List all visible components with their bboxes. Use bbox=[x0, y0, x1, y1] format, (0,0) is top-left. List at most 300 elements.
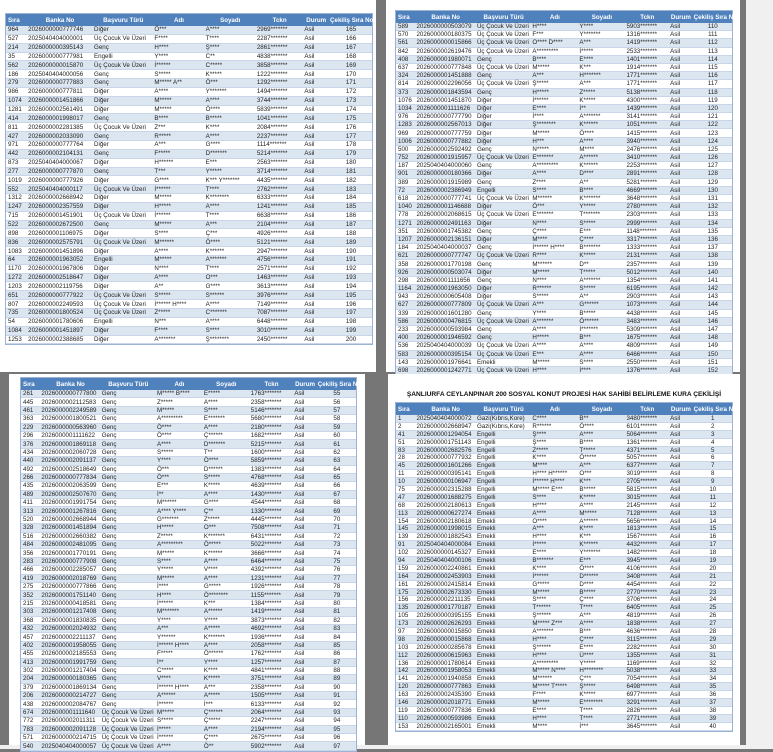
cell-durum: Asil bbox=[294, 465, 305, 473]
cell-adi: E*** bbox=[532, 350, 544, 358]
cell-cekilis-sira-no: 176 bbox=[345, 123, 357, 131]
cell-sira: 266 bbox=[23, 474, 34, 482]
cell-soyadi: İ*** bbox=[203, 700, 213, 708]
table-row bbox=[396, 195, 732, 203]
cell-durum: Asil bbox=[304, 167, 315, 175]
table-row bbox=[396, 454, 732, 462]
cell-banka-no: 2026000000777866 bbox=[41, 583, 97, 591]
table-row bbox=[21, 709, 356, 717]
table-row bbox=[21, 499, 356, 507]
cell-sira: 1040 bbox=[398, 203, 412, 211]
cell-sira: 2 bbox=[398, 422, 402, 430]
table-row bbox=[21, 591, 356, 599]
cell-banka-no: 2026000002415814 bbox=[416, 580, 472, 588]
cell-cekilis-sira-no: 4 bbox=[711, 438, 715, 446]
cell-tckn: 2563******* bbox=[256, 159, 288, 167]
cell-cekilis-sira-no: 138 bbox=[707, 252, 718, 260]
cell-basvuru-turu: Engelli bbox=[94, 52, 113, 60]
cell-adi: A**** Y**** bbox=[156, 507, 187, 515]
cell-banka-no: 2026000001915989 bbox=[416, 178, 472, 186]
cell-cekilis-sira-no: 146 bbox=[707, 317, 718, 325]
table-row bbox=[6, 212, 372, 221]
cell-banka-no: 2026000000015850 bbox=[416, 628, 472, 635]
cell-soyadi: Ç***** bbox=[203, 717, 221, 725]
cell-durum: Asil bbox=[670, 260, 681, 268]
column-header-soyadi: Soyadı bbox=[591, 405, 613, 413]
cell-sira: 41 bbox=[398, 430, 405, 438]
cell-tckn: 4639******* bbox=[250, 482, 282, 490]
cell-sira: 435 bbox=[23, 482, 34, 490]
cell-tckn: 3115******* bbox=[626, 635, 657, 643]
cell-durum: Asil bbox=[294, 725, 305, 733]
cell-banka-no: 2026000001976641 bbox=[416, 358, 472, 366]
column-header-tckn: Tckn bbox=[640, 13, 655, 21]
cell-adi: A*** bbox=[532, 525, 544, 533]
cell-adi: B**** bbox=[532, 55, 547, 63]
cell-cekilis-sira-no: 119 bbox=[707, 96, 718, 104]
cell-basvuru-turu: Genç bbox=[94, 150, 109, 158]
cell-soyadi: K***** bbox=[203, 482, 221, 490]
table-row bbox=[6, 282, 372, 291]
cell-basvuru-turu: Emekli bbox=[476, 509, 496, 517]
cell-sira: 98 bbox=[398, 635, 405, 643]
cell-sira: 1006 bbox=[398, 137, 412, 145]
table-row bbox=[6, 79, 372, 88]
cell-sira: 161 bbox=[398, 580, 409, 588]
cell-adi: M****** bbox=[154, 238, 174, 246]
cell-cekilis-sira-no: 65 bbox=[333, 474, 341, 482]
cell-cekilis-sira-no: 90 bbox=[333, 683, 341, 691]
cell-tckn: 6333******* bbox=[256, 194, 288, 202]
cell-adi: İ****** H**** bbox=[156, 683, 189, 691]
cell-tckn: 1384******* bbox=[250, 599, 282, 607]
cell-tckn: 2282******* bbox=[626, 643, 658, 651]
cell-basvuru-turu: Genç bbox=[94, 132, 109, 140]
cell-cekilis-sira-no: 140 bbox=[707, 268, 718, 276]
cell-adi: N**** bbox=[532, 219, 547, 227]
cell-banka-no: 2026000001451896 bbox=[28, 247, 84, 255]
cell-adi: Y**** bbox=[156, 457, 171, 465]
cell-adi: A**** bbox=[154, 247, 169, 255]
cell-cekilis-sira-no: 57 bbox=[333, 406, 341, 414]
table-row bbox=[6, 238, 372, 247]
cell-tckn: 2287******* bbox=[256, 35, 288, 43]
cell-adi: A******* bbox=[532, 317, 554, 325]
column-header-durum: Durum bbox=[670, 405, 691, 413]
cell-basvuru-turu: Engelli bbox=[476, 478, 496, 486]
cell-cekilis-sira-no: 63 bbox=[333, 457, 341, 465]
cell-adi: E**** bbox=[532, 549, 547, 557]
cell-basvuru-turu: Genç bbox=[101, 667, 117, 675]
table-row bbox=[396, 326, 732, 334]
cell-cekilis-sira-no: 29 bbox=[709, 635, 717, 643]
cell-cekilis-sira-no: 96 bbox=[333, 734, 341, 742]
cell-durum: Asil bbox=[294, 566, 305, 574]
cell-banka-no: 2026000001601280 bbox=[416, 309, 472, 317]
cell-banka-no: 2026000000395141 bbox=[416, 470, 472, 478]
cell-adi: M***** bbox=[156, 709, 175, 717]
cell-durum: Asil bbox=[294, 457, 305, 465]
cell-basvuru-turu: Genç bbox=[101, 658, 117, 666]
cell-cekilis-sira-no: 124 bbox=[707, 137, 718, 145]
cell-soyadi: K*** Y******* bbox=[205, 176, 240, 184]
column-header-sira: Sıra bbox=[398, 405, 410, 413]
table-row bbox=[396, 699, 732, 707]
cell-soyadi: T***** bbox=[579, 446, 596, 454]
cell-sira: 45 bbox=[398, 462, 405, 470]
cell-adi: H**** H****** bbox=[532, 470, 568, 478]
cell-soyadi: T**** bbox=[205, 185, 220, 193]
cell-durum: Asil bbox=[294, 650, 305, 658]
cell-tckn: 2705******* bbox=[626, 478, 658, 486]
table-row bbox=[396, 628, 732, 636]
cell-basvuru-turu: Genç bbox=[101, 398, 117, 406]
table-row bbox=[396, 715, 732, 723]
table-row bbox=[396, 285, 732, 293]
cell-sira: 489 bbox=[23, 490, 34, 498]
table-row bbox=[396, 494, 732, 502]
cell-tckn: 1763******* bbox=[250, 390, 282, 398]
cell-cekilis-sira-no: 10 bbox=[709, 485, 717, 493]
cell-basvuru-turu: Genç bbox=[476, 227, 492, 235]
cell-cekilis-sira-no: 28 bbox=[709, 628, 717, 635]
cell-sira: 457 bbox=[23, 633, 34, 641]
cell-soyadi: T**** bbox=[579, 714, 593, 722]
cell-adi: A**** bbox=[532, 326, 547, 334]
cell-basvuru-turu: Diğer bbox=[94, 327, 109, 335]
cell-soyadi: A**** bbox=[579, 501, 594, 509]
cell-cekilis-sira-no: 195 bbox=[345, 291, 357, 299]
cell-banka-no: 2026000001963050 bbox=[416, 285, 472, 293]
cell-cekilis-sira-no: 189 bbox=[345, 238, 357, 246]
cell-tckn: 5309******* bbox=[626, 326, 658, 334]
cell-durum: Asil bbox=[670, 293, 681, 301]
cell-basvuru-turu: Genç bbox=[101, 608, 117, 616]
cell-tckn: 3483******* bbox=[626, 317, 658, 325]
cell-banka-no: 2026000002357559 bbox=[28, 203, 84, 211]
cell-sira: 184 bbox=[398, 244, 409, 252]
cell-tckn: 2550******* bbox=[626, 358, 658, 366]
table-row bbox=[6, 247, 372, 256]
cell-adi: Ç**** bbox=[532, 227, 547, 235]
cell-tckn: 6405******* bbox=[626, 604, 658, 612]
cell-sira: 414 bbox=[8, 114, 19, 122]
table-row bbox=[396, 105, 732, 113]
cell-sira: 492 bbox=[23, 465, 34, 473]
cell-soyadi: K*** bbox=[579, 64, 591, 72]
cell-adi: M***** N**** bbox=[532, 667, 566, 675]
cell-durum: Asil bbox=[294, 667, 305, 675]
cell-soyadi: G***** bbox=[203, 583, 221, 591]
cell-basvuru-turu: Emekli bbox=[476, 722, 496, 730]
cell-tckn: 4438******* bbox=[626, 309, 658, 317]
cell-soyadi: Ö**** bbox=[579, 564, 594, 572]
cell-adi: M**** bbox=[532, 235, 548, 243]
cell-soyadi: B**** bbox=[579, 186, 594, 194]
cell-soyadi: Z***** bbox=[579, 88, 596, 96]
cell-adi: İ****** H**** bbox=[532, 478, 565, 486]
cell-sira: 379 bbox=[23, 683, 34, 691]
cell-basvuru-turu: Diğer bbox=[94, 97, 109, 105]
cell-basvuru-turu: Emekli bbox=[476, 556, 496, 564]
cell-sira: 516 bbox=[23, 532, 34, 540]
cell-tckn: 7128******* bbox=[626, 509, 658, 517]
cell-soyadi: Y***** bbox=[205, 167, 222, 175]
cell-adi: M***** bbox=[156, 549, 175, 557]
table-row bbox=[6, 176, 372, 185]
cell-durum: Asil bbox=[294, 499, 305, 507]
cell-soyadi: A**** bbox=[203, 725, 218, 733]
table-row bbox=[396, 310, 732, 318]
table-row bbox=[396, 293, 732, 301]
cell-soyadi: K***** bbox=[205, 70, 222, 78]
cell-adi: R****** bbox=[532, 422, 552, 430]
cell-adi: A**** bbox=[154, 88, 169, 96]
cell-soyadi: Ç**** bbox=[203, 734, 218, 742]
cell-basvuru-turu: Genç bbox=[476, 260, 492, 268]
cell-cekilis-sira-no: 16 bbox=[709, 533, 717, 541]
cell-banka-no: 2026000000777932 bbox=[416, 454, 472, 462]
cell-adi: A****** bbox=[156, 692, 176, 700]
cell-tckn: 3480******* bbox=[626, 414, 658, 422]
cell-soyadi: B*** bbox=[579, 334, 591, 342]
cell-soyadi: T**** bbox=[205, 265, 220, 273]
cell-adi: A*** bbox=[154, 141, 166, 149]
cell-soyadi: K***** bbox=[579, 691, 596, 699]
cell-tckn: 4300******* bbox=[626, 96, 658, 104]
cell-durum: Asil bbox=[294, 574, 305, 582]
cell-durum: Asil bbox=[294, 440, 305, 448]
cell-durum: Asil bbox=[670, 541, 681, 549]
cell-sira: 752 bbox=[398, 154, 409, 162]
cell-sira: 778 bbox=[398, 211, 409, 219]
cell-cekilis-sira-no: 67 bbox=[333, 490, 341, 498]
cell-sira: 389 bbox=[398, 178, 409, 186]
cell-adi: A********* bbox=[156, 541, 183, 549]
cell-tckn: 4756******* bbox=[256, 256, 288, 264]
table-row bbox=[396, 557, 732, 565]
cell-basvuru-turu: Genç bbox=[476, 334, 492, 342]
cell-soyadi: A**** bbox=[205, 97, 220, 105]
cell-tckn: 5121******* bbox=[256, 238, 288, 246]
cell-soyadi: G**** bbox=[205, 141, 221, 149]
cell-adi: M***** bbox=[154, 106, 172, 114]
cell-sira: 103 bbox=[398, 643, 409, 651]
cell-banka-no: 2026000001800521 bbox=[41, 415, 97, 423]
cell-adi: M**** bbox=[532, 462, 548, 470]
cell-basvuru-turu: Diğer bbox=[476, 129, 492, 137]
cell-tckn: 6464******* bbox=[250, 558, 282, 565]
cell-sira: 142 bbox=[398, 667, 409, 675]
cell-durum: Asil bbox=[304, 26, 315, 34]
table-row bbox=[396, 170, 732, 178]
cell-banka-no: 2026000002240861 bbox=[416, 564, 472, 572]
cell-tckn: 1231******* bbox=[250, 574, 282, 582]
cell-durum: Asil bbox=[304, 132, 315, 140]
cell-soyadi: B** bbox=[579, 414, 589, 422]
cell-sira: 113 bbox=[398, 509, 408, 517]
cell-durum: Asil bbox=[294, 625, 305, 633]
cell-basvuru-turu: Genç bbox=[101, 692, 117, 700]
cell-sira: 976 bbox=[398, 113, 409, 121]
cell-sira: 376 bbox=[23, 440, 34, 448]
cell-durum: Asil bbox=[294, 558, 305, 565]
cell-banka-no: 2026000001780614 bbox=[416, 659, 472, 667]
cell-durum: Asil bbox=[294, 633, 305, 641]
cell-soyadi: D******* bbox=[205, 150, 227, 158]
cell-soyadi: D******* bbox=[203, 440, 226, 448]
cell-banka-no: 2026000001770191 bbox=[41, 549, 97, 557]
cell-banka-no: 2026000002068615 bbox=[416, 211, 472, 219]
cell-sira: 500 bbox=[398, 145, 409, 153]
cell-sira: 51 bbox=[398, 438, 405, 446]
table-row bbox=[6, 291, 372, 300]
cell-sira: 105 bbox=[398, 612, 409, 620]
cell-tckn: 2861******* bbox=[256, 44, 288, 52]
cell-banka-no: 2026000002435390 bbox=[416, 691, 472, 699]
cell-tckn: 7054******* bbox=[626, 675, 658, 683]
cell-durum: Asil bbox=[670, 55, 681, 63]
table-row bbox=[6, 70, 372, 79]
cell-banka-no: 2026000002668944 bbox=[41, 516, 97, 524]
cell-basvuru-turu: Emekli bbox=[476, 358, 496, 366]
cell-durum: Asil bbox=[670, 430, 681, 438]
table-row bbox=[21, 491, 356, 499]
cell-soyadi: S***** bbox=[579, 285, 596, 293]
cell-basvuru-turu: Diğer bbox=[94, 335, 109, 343]
table-row bbox=[21, 432, 356, 440]
cell-basvuru-turu: Diğer bbox=[476, 268, 492, 276]
cell-durum: Asil bbox=[304, 229, 315, 237]
cell-basvuru-turu: Üç Çocuk Ve Üzeri bbox=[101, 742, 154, 750]
cell-soyadi: Y**** bbox=[203, 616, 218, 624]
cell-soyadi: Ö******** bbox=[203, 591, 228, 599]
cell-basvuru-turu: Genç bbox=[101, 675, 117, 683]
cell-adi: F**** bbox=[154, 327, 168, 335]
cell-sira: 461 bbox=[23, 406, 34, 414]
cell-soyadi: E*** bbox=[205, 159, 217, 167]
cell-durum: Asil bbox=[304, 318, 315, 326]
cell-cekilis-sira-no: 173 bbox=[345, 97, 357, 105]
cell-durum: Asil bbox=[670, 235, 681, 243]
cell-tckn: 1419******* bbox=[626, 39, 658, 47]
cell-cekilis-sira-no: 7 bbox=[711, 462, 715, 470]
cell-tckn: 3714******* bbox=[256, 167, 288, 175]
cell-basvuru-turu: Diğer bbox=[476, 293, 492, 301]
cell-soyadi: İ** bbox=[579, 104, 586, 112]
cell-soyadi: Ç** bbox=[203, 507, 214, 515]
table-row bbox=[6, 53, 372, 62]
cell-basvuru-turu: Engelli bbox=[94, 318, 113, 326]
cell-durum: Asil bbox=[670, 170, 681, 178]
cell-durum: Asil bbox=[304, 212, 315, 220]
cell-tckn: 1675******* bbox=[626, 334, 658, 342]
cell-adi: A********* bbox=[532, 659, 559, 667]
cell-durum: Asil bbox=[294, 709, 305, 717]
cell-tckn: 3744******* bbox=[256, 97, 288, 105]
cell-sira: 570 bbox=[398, 31, 409, 39]
cell-adi: N*** bbox=[154, 318, 167, 326]
table-row bbox=[21, 566, 356, 574]
cell-tckn: 4435******* bbox=[256, 176, 288, 184]
cell-banka-no: 2026000000593986 bbox=[416, 714, 472, 722]
table-row bbox=[396, 39, 732, 47]
cell-adi: F*** bbox=[532, 31, 544, 39]
cell-cekilis-sira-no: 19 bbox=[709, 556, 717, 564]
table-row bbox=[396, 612, 732, 620]
cell-adi: S**** bbox=[156, 558, 171, 565]
cell-durum: Asil bbox=[670, 121, 681, 129]
cell-banka-no: 2026000001601266 bbox=[416, 462, 472, 470]
cell-banka-no: 2026000000777883 bbox=[28, 79, 84, 87]
table-row bbox=[21, 415, 356, 423]
cell-sira: 119 bbox=[398, 706, 408, 714]
table-row bbox=[396, 723, 732, 731]
cell-cekilis-sira-no: 197 bbox=[345, 309, 357, 317]
cell-soyadi: Y**** bbox=[203, 658, 218, 666]
cell-cekilis-sira-no: 198 bbox=[345, 318, 357, 326]
cell-soyadi: D**** bbox=[579, 170, 594, 178]
cell-cekilis-sira-no: 149 bbox=[707, 342, 718, 350]
cell-durum: Asil bbox=[304, 256, 315, 264]
cell-sira: 72 bbox=[398, 186, 405, 194]
cell-sira: 1 bbox=[398, 414, 402, 422]
cell-sira: 1074 bbox=[8, 97, 22, 105]
cell-banka-no: 2026000002507670 bbox=[41, 490, 97, 498]
cell-adi: Z*** bbox=[154, 123, 166, 131]
cell-basvuru-turu: Emekli bbox=[476, 635, 496, 643]
cell-durum: Asil bbox=[670, 659, 681, 667]
cell-cekilis-sira-no: 110 bbox=[707, 23, 718, 31]
cell-banka-no: 2026000000395154 bbox=[416, 350, 472, 358]
cell-basvuru-turu: Engelli bbox=[476, 493, 496, 501]
cell-sira: 97 bbox=[398, 628, 405, 635]
table-row bbox=[396, 252, 732, 260]
cell-basvuru-turu: Diğer bbox=[94, 274, 109, 282]
cell-durum: Asil bbox=[670, 714, 681, 722]
cell-adi: A**** bbox=[156, 742, 171, 750]
cell-banka-no: 2025040404000001 bbox=[28, 35, 84, 43]
cell-banka-no: 2026000002673330 bbox=[416, 588, 472, 596]
cell-soyadi: G**** bbox=[203, 499, 219, 507]
cell-banka-no: 2026000001111626 bbox=[416, 104, 471, 112]
cell-tckn: 6431******* bbox=[250, 532, 282, 540]
cell-cekilis-sira-no: 169 bbox=[345, 61, 357, 69]
cell-basvuru-turu: Diğer bbox=[94, 203, 109, 211]
cell-banka-no: 2025040404000067 bbox=[28, 159, 84, 167]
cell-tckn: 1682******* bbox=[250, 432, 282, 440]
cell-durum: Asil bbox=[670, 620, 681, 628]
cell-durum: Asil bbox=[304, 159, 315, 167]
cell-adi: Ö*** bbox=[532, 203, 545, 211]
cell-soyadi: O*** bbox=[579, 470, 592, 478]
cell-basvuru-turu: Emekli bbox=[476, 596, 496, 604]
cell-adi: M****** bbox=[532, 195, 552, 203]
cell-adi: Z***** bbox=[156, 398, 173, 406]
cell-soyadi: A****** bbox=[579, 517, 598, 525]
cell-basvuru-turu: Genç bbox=[101, 616, 117, 624]
table-row bbox=[396, 660, 732, 668]
cell-banka-no: 2026000002091128 bbox=[41, 725, 97, 733]
cell-basvuru-turu: Emekli bbox=[476, 541, 496, 549]
table-row bbox=[6, 114, 372, 123]
cell-tckn: 2762******* bbox=[256, 185, 288, 193]
cell-cekilis-sira-no: 25 bbox=[709, 604, 717, 612]
cell-adi: S***** bbox=[154, 70, 171, 78]
cell-sira: 112 bbox=[398, 651, 408, 659]
cell-cekilis-sira-no: 35 bbox=[709, 683, 717, 691]
cell-tckn: 3613******* bbox=[256, 282, 288, 290]
